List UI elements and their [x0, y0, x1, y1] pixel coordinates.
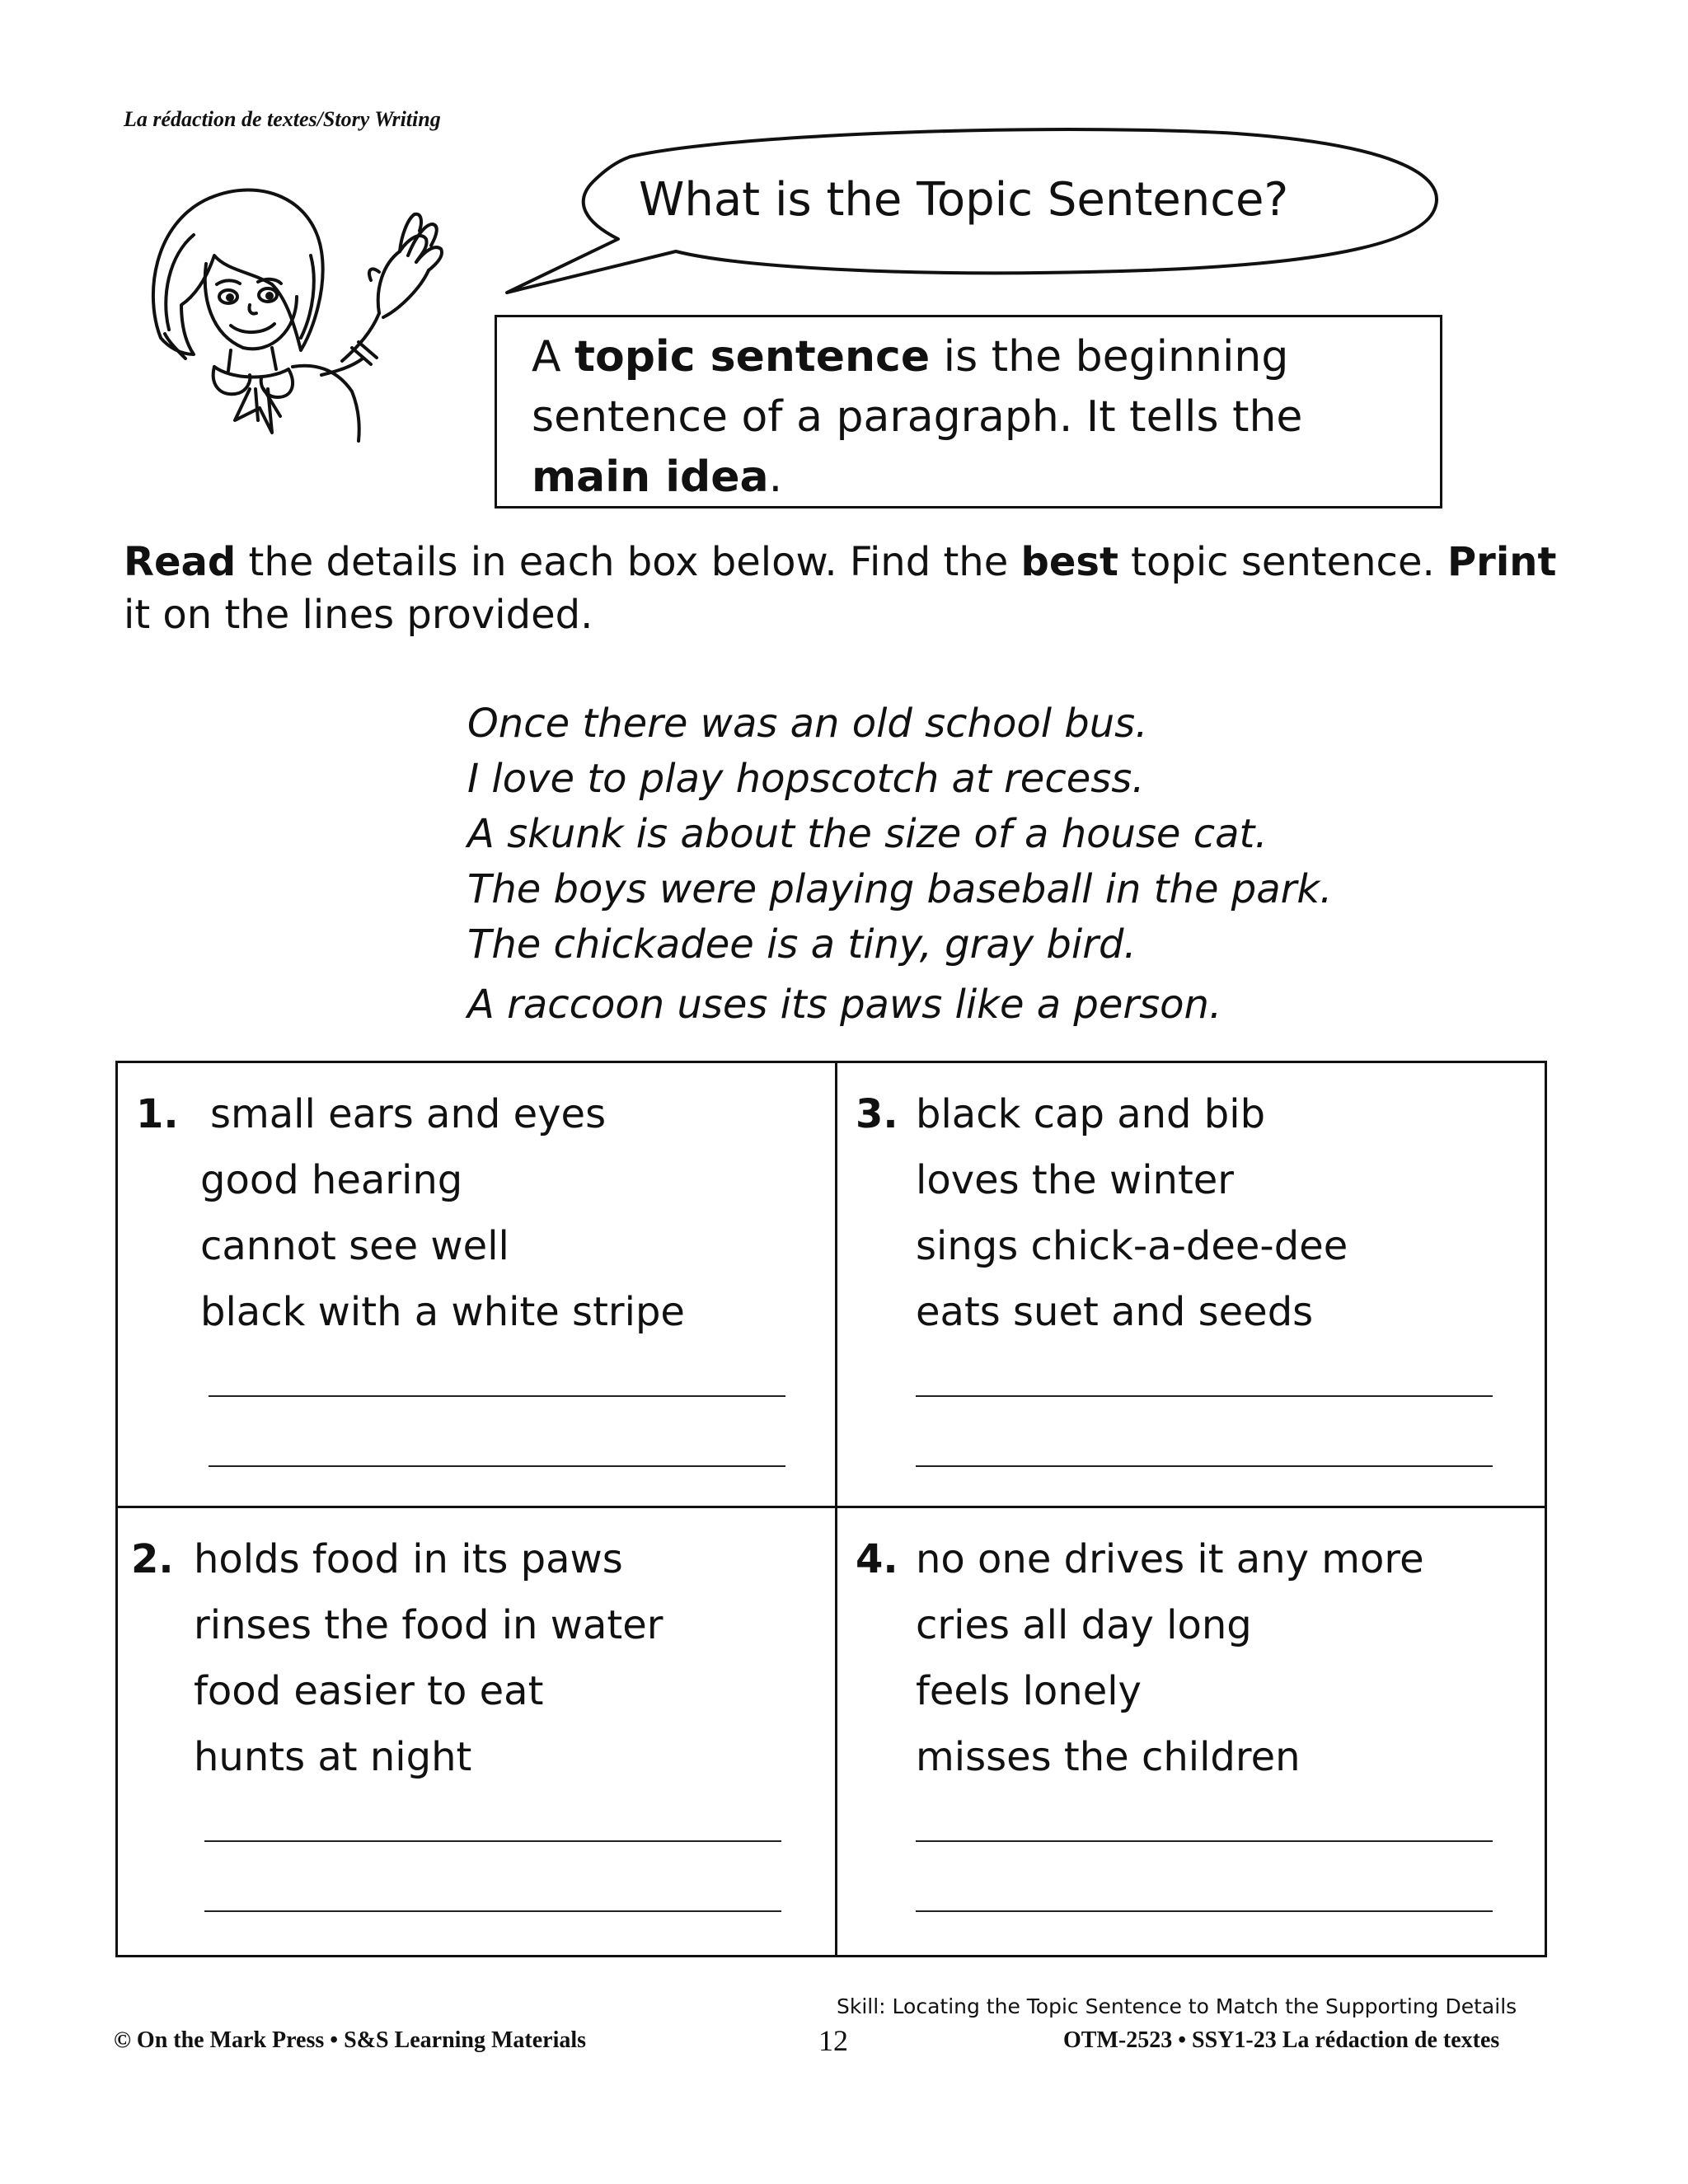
detail-list — [916, 1081, 1348, 1345]
detail-list — [194, 1526, 663, 1790]
answer-line[interactable] — [916, 1395, 1493, 1397]
detail-item: cannot see well — [200, 1223, 509, 1269]
answer-line[interactable] — [916, 1910, 1493, 1912]
answer-line[interactable] — [916, 1465, 1493, 1467]
definition-term-main-idea: main idea — [532, 452, 769, 502]
topic-sentence-option: A skunk is about the size of a house cat. — [467, 811, 1268, 857]
topic-sentence-options — [467, 696, 1332, 1033]
skill-note: Skill: Locating the Topic Sentence to Match the Supporting Details — [837, 1994, 1517, 2018]
exercise-box-1 — [118, 1063, 818, 1500]
detail-item: no one drives it any more — [916, 1536, 1424, 1582]
topic-sentence-option: Once there was an old school bus. — [467, 701, 1148, 747]
definition-text — [532, 327, 1422, 508]
detail-item: black with a white stripe — [200, 1289, 685, 1335]
detail-item: black cap and bib — [916, 1091, 1266, 1137]
detail-item: misses the children — [916, 1734, 1301, 1780]
detail-item: loves the winter — [916, 1157, 1235, 1203]
detail-item: small ears and eyes — [210, 1091, 607, 1137]
topic-sentence-option: A raccoon uses its paws like a person. — [467, 982, 1222, 1028]
girl-waving-icon — [136, 173, 457, 445]
copyright: © On the Mark Press • S&S Learning Materials — [114, 2027, 587, 2053]
instruction-text: it on the lines provided. — [124, 592, 593, 638]
detail-list — [916, 1526, 1424, 1790]
definition-part: . — [768, 452, 783, 502]
detail-item: food easier to eat — [194, 1668, 544, 1714]
section-label: La rédaction de textes/Story Writing — [124, 107, 441, 131]
instructions — [124, 536, 1558, 641]
instruction-keyword: Print — [1447, 539, 1557, 585]
answer-line[interactable] — [209, 1395, 785, 1397]
instruction-text: the details in each box below. Find the — [236, 539, 1021, 585]
detail-item: holds food in its paws — [194, 1536, 623, 1582]
instruction-keyword: Read — [124, 539, 237, 585]
detail-item: sings chick-a-dee-dee — [916, 1223, 1348, 1269]
topic-sentence-option: The chickadee is a tiny, gray bird. — [467, 921, 1137, 968]
instruction-text: topic sentence. — [1118, 539, 1447, 585]
definition-part: A — [532, 332, 575, 382]
detail-item: rinses the food in water — [194, 1602, 663, 1648]
speech-bubble-text: What is the Topic Sentence? — [639, 173, 1289, 227]
detail-list — [200, 1081, 685, 1345]
detail-item: hunts at night — [194, 1734, 472, 1780]
answer-line[interactable] — [209, 1465, 785, 1467]
box-number: 3. — [856, 1091, 898, 1137]
topic-sentence-option: The boys were playing baseball in the park. — [467, 866, 1333, 912]
page-number: 12 — [818, 2024, 848, 2057]
exercise-box-4 — [837, 1508, 1538, 1945]
detail-item: eats suet and seeds — [916, 1289, 1314, 1335]
detail-item: cries all day long — [916, 1602, 1252, 1648]
definition-part: is the beginning sentence of a paragraph. It tells the — [532, 332, 1303, 442]
answer-line[interactable] — [204, 1910, 781, 1912]
answer-line[interactable] — [916, 1840, 1493, 1842]
answer-line[interactable] — [204, 1840, 781, 1842]
detail-item: feels lonely — [916, 1668, 1142, 1714]
box-number: 1. — [136, 1091, 179, 1137]
box-number: 4. — [856, 1536, 898, 1582]
instruction-keyword: best — [1020, 539, 1118, 585]
detail-item: good hearing — [200, 1157, 463, 1203]
box-number: 2. — [131, 1536, 174, 1582]
exercise-box-3 — [837, 1063, 1538, 1500]
product-code: OTM-2523 • SSY1-23 La rédaction de textes — [1063, 2027, 1500, 2053]
definition-box — [495, 315, 1442, 509]
definition-term: topic sentence — [574, 332, 931, 382]
topic-sentence-option: I love to play hopscotch at recess. — [467, 756, 1145, 802]
exercise-grid — [115, 1061, 1547, 1957]
exercise-box-2 — [118, 1508, 818, 1945]
